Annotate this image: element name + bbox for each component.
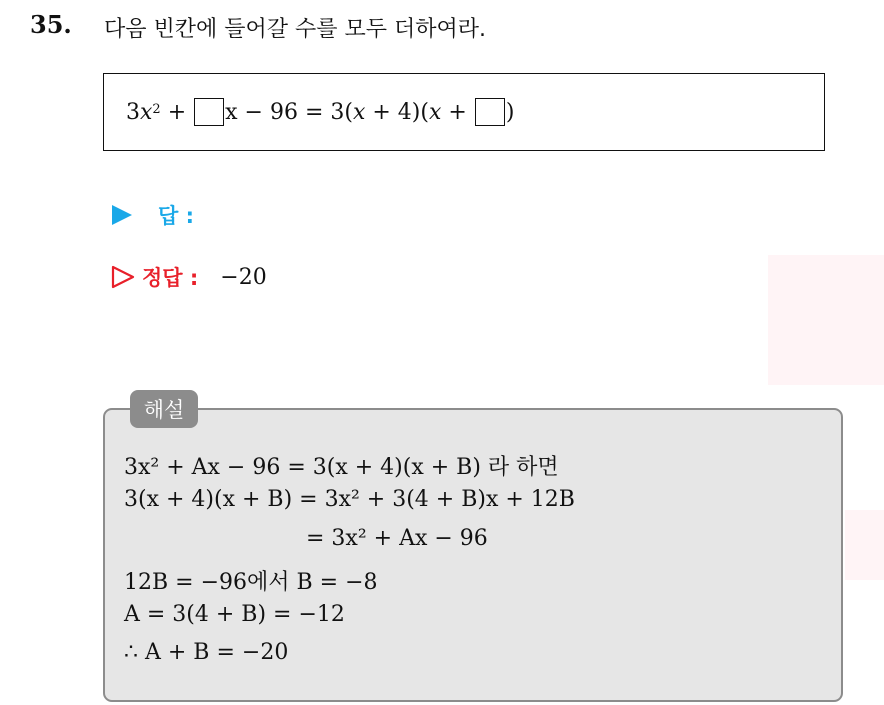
solution-line: A = 3(4 + B) = −12 [124, 602, 345, 627]
equation-part: + 4)( [365, 99, 429, 125]
problem-number: 35. [30, 10, 72, 39]
blank-box-2[interactable] [475, 98, 505, 126]
correct-answer-value: −20 [220, 264, 267, 290]
answer-row [110, 200, 314, 230]
correct-answer-row [110, 262, 267, 292]
solution-line: = 3x² + Ax − 96 [306, 526, 488, 551]
solution-tag: 해설 [130, 390, 198, 428]
equation [126, 98, 514, 126]
equation-part: 3 [126, 99, 140, 125]
correct-answer-label: 정답 : [142, 266, 199, 290]
equation-box [103, 73, 825, 151]
problem-text: 다음 빈칸에 들어갈 수를 모두 더하여라. [104, 17, 486, 42]
solution-line: 12B = −96에서 B = −8 [124, 570, 378, 595]
equation-part: + [160, 99, 194, 125]
solution-line: ∴ A + B = −20 [124, 640, 289, 665]
equation-variable: x [352, 99, 366, 125]
equation-variable: x [140, 99, 153, 125]
answer-label: 답 : [158, 204, 194, 228]
blank-box-1[interactable] [194, 98, 224, 126]
filled-triangle-play-icon [110, 203, 134, 227]
equation-exponent: 2 [152, 101, 161, 117]
solution-line: 3(x + 4)(x + B) = 3x² + 3(4 + B)x + 12B [124, 487, 575, 512]
outline-triangle-play-icon [110, 264, 136, 290]
background-tint [768, 255, 884, 385]
equation-part: x − 96 = 3( [225, 99, 353, 125]
solution-line: 3x² + Ax − 96 = 3(x + 4)(x + B) 라 하면 [124, 455, 559, 480]
equation-part: ) [505, 99, 515, 125]
equation-variable: x [428, 99, 442, 125]
background-tint [845, 510, 884, 580]
answer-input[interactable] [194, 202, 314, 228]
equation-part: + [441, 99, 474, 125]
